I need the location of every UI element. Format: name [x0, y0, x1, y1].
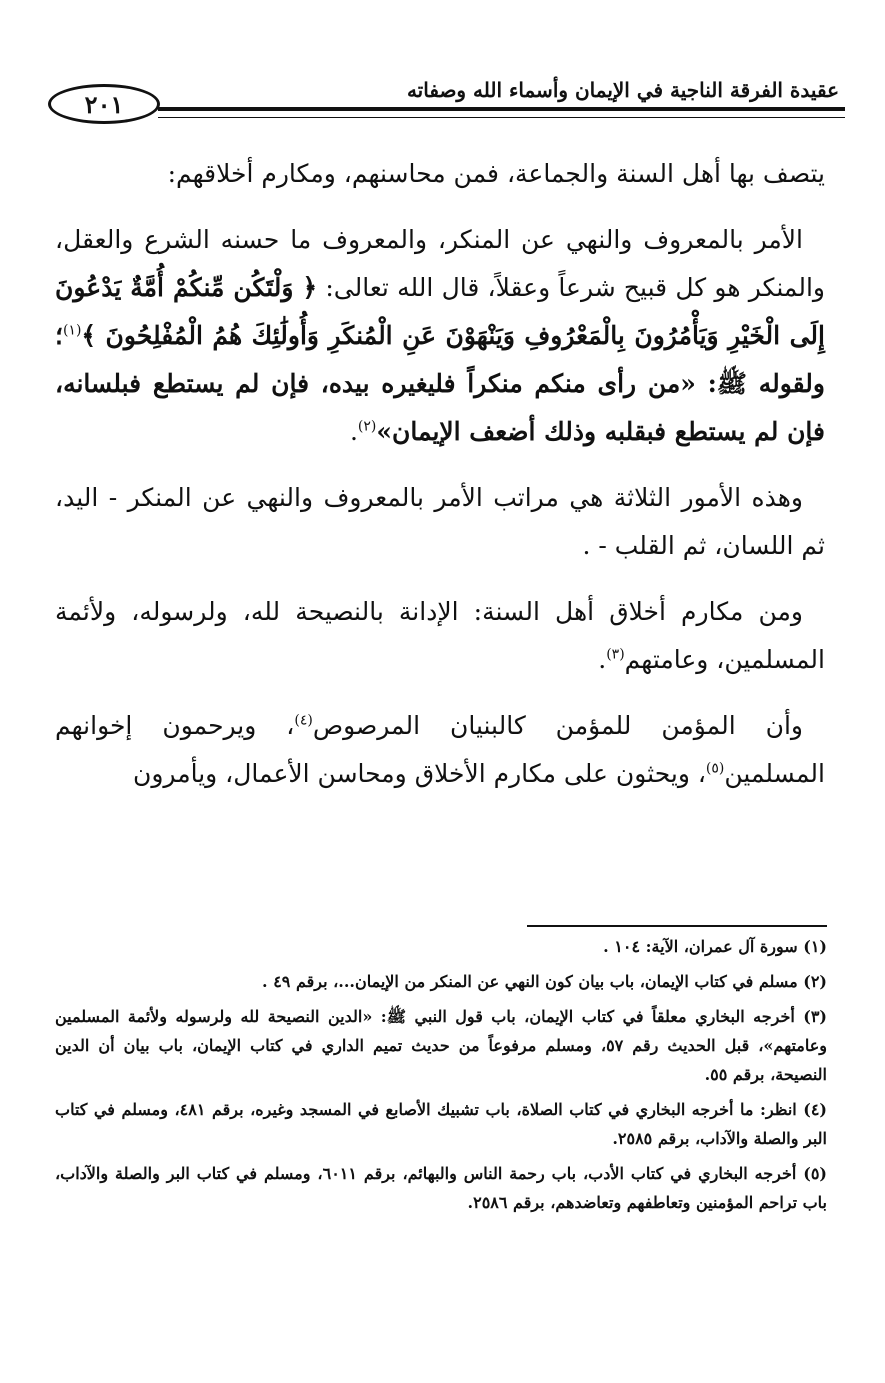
- paragraph-text: ومن مكارم أخلاق أهل السنة: الإدانة بالنصيحة لله، ولرسوله، ولأئمة المسلمين، وعامتهم: [55, 597, 825, 674]
- footnote-4: (٤) انظر: ما أخرجه البخاري في كتاب الصلاة، باب تشبيك الأصابع في المسجد وغيره، برقم ٤٨١، ومسلم في كتاب البر والصلة والآداب، برقم ٢٥٨٥.: [55, 1100, 827, 1148]
- paragraph-believers: [55, 702, 825, 798]
- paragraph-nasiha: [55, 588, 825, 684]
- footnote-ref-3[interactable]: (٣): [606, 646, 625, 663]
- paragraph-text: وأن المؤمن للمؤمن كالبنيان المرصوص: [312, 711, 803, 740]
- footnote-ref-1[interactable]: (١): [62, 322, 82, 339]
- footnote-5: (٥) أخرجه البخاري في كتاب الأدب، باب رحمة الناس والبهائم، برقم ٦٠١١، ومسلم في كتاب البر والصلة والآداب، باب تراحم المؤمنين وتعاطفهم وتعاضدهم، برقم ٢٥٨٦.: [55, 1164, 827, 1212]
- main-text: [55, 150, 825, 816]
- paragraph-end: .: [349, 417, 358, 446]
- header-rule: [158, 107, 845, 118]
- paragraph-amr-bil-maruf: [55, 216, 825, 456]
- page-number: ٢٠١: [48, 84, 160, 124]
- paragraph-text: ، ويحثون على مكارم الأخلاق ومحاسن الأعمال، ويأمرون: [132, 759, 706, 788]
- hadith-text: ؛ ولقوله ﷺ: «من رأى منكم منكراً فليغيره بيده، فإن لم يستطع فبلسانه، فإن لم يستطع فبقلبه وذلك أضعف الإيمان»: [55, 321, 825, 446]
- paragraph-end: .: [598, 645, 607, 674]
- page-header: [40, 62, 845, 142]
- footnote-1: (١) سورة آل عمران، الآية: ١٠٤ .: [603, 937, 827, 956]
- paragraph-text: ، ويرحمون إخوانهم المسلمين: [55, 711, 825, 788]
- footnote-3: (٣) أخرجه البخاري معلقاً في كتاب الإيمان، باب قول النبي ﷺ: «الدين النصيحة لله ولرسوله ولأئمة المسلمين وعامتهم»، قبل الحديث رقم ٥٧، ومسلم مرفوعاً من حديث تميم الداري في كتاب الإيمان، باب بيان أن الدين النصيحة، برقم ٥٥.: [55, 1007, 828, 1084]
- footnote-ref-2[interactable]: (٢): [357, 418, 377, 435]
- paragraph-intro: يتصف بها أهل السنة والجماعة، فمن محاسنهم، ومكارم أخلاقهم:: [167, 159, 825, 188]
- footnotes: [55, 932, 827, 1223]
- footnote-ref-4[interactable]: (٤): [294, 712, 313, 729]
- footnote-2: (٢) مسلم في كتاب الإيمان، باب بيان كون النهي عن المنكر من الإيمان...، برقم ٤٩ .: [262, 972, 827, 991]
- quran-verse: ﴿ وَلْتَكُن مِّنكُمْ أُمَّةٌ يَدْعُونَ إِلَى الْخَيْرِ وَيَأْمُرُونَ بِالْمَعْرُوفِ وَيَنْهَوْنَ عَنِ الْمُنكَرِ وَأُولَٰئِكَ هُمُ الْمُفْلِحُونَ ﴾: [55, 273, 825, 350]
- paragraph-levels: وهذه الأمور الثلاثة هي مراتب الأمر بالمعروف والنهي عن المنكر - اليد، ثم اللسان، ثم القلب - .: [55, 483, 825, 560]
- paragraph-text: الأمر بالمعروف والنهي عن المنكر، والمعروف ما حسنه الشرع والعقل، والمنكر هو كل قبيح شرعاً وعقلاً، قال الله تعالى:: [55, 225, 825, 302]
- footnote-ref-5[interactable]: (٥): [705, 760, 725, 777]
- footnote-separator: [527, 925, 827, 927]
- running-title: عقيدة الفرقة الناجية في الإيمان وأسماء الله وصفاته: [406, 78, 839, 102]
